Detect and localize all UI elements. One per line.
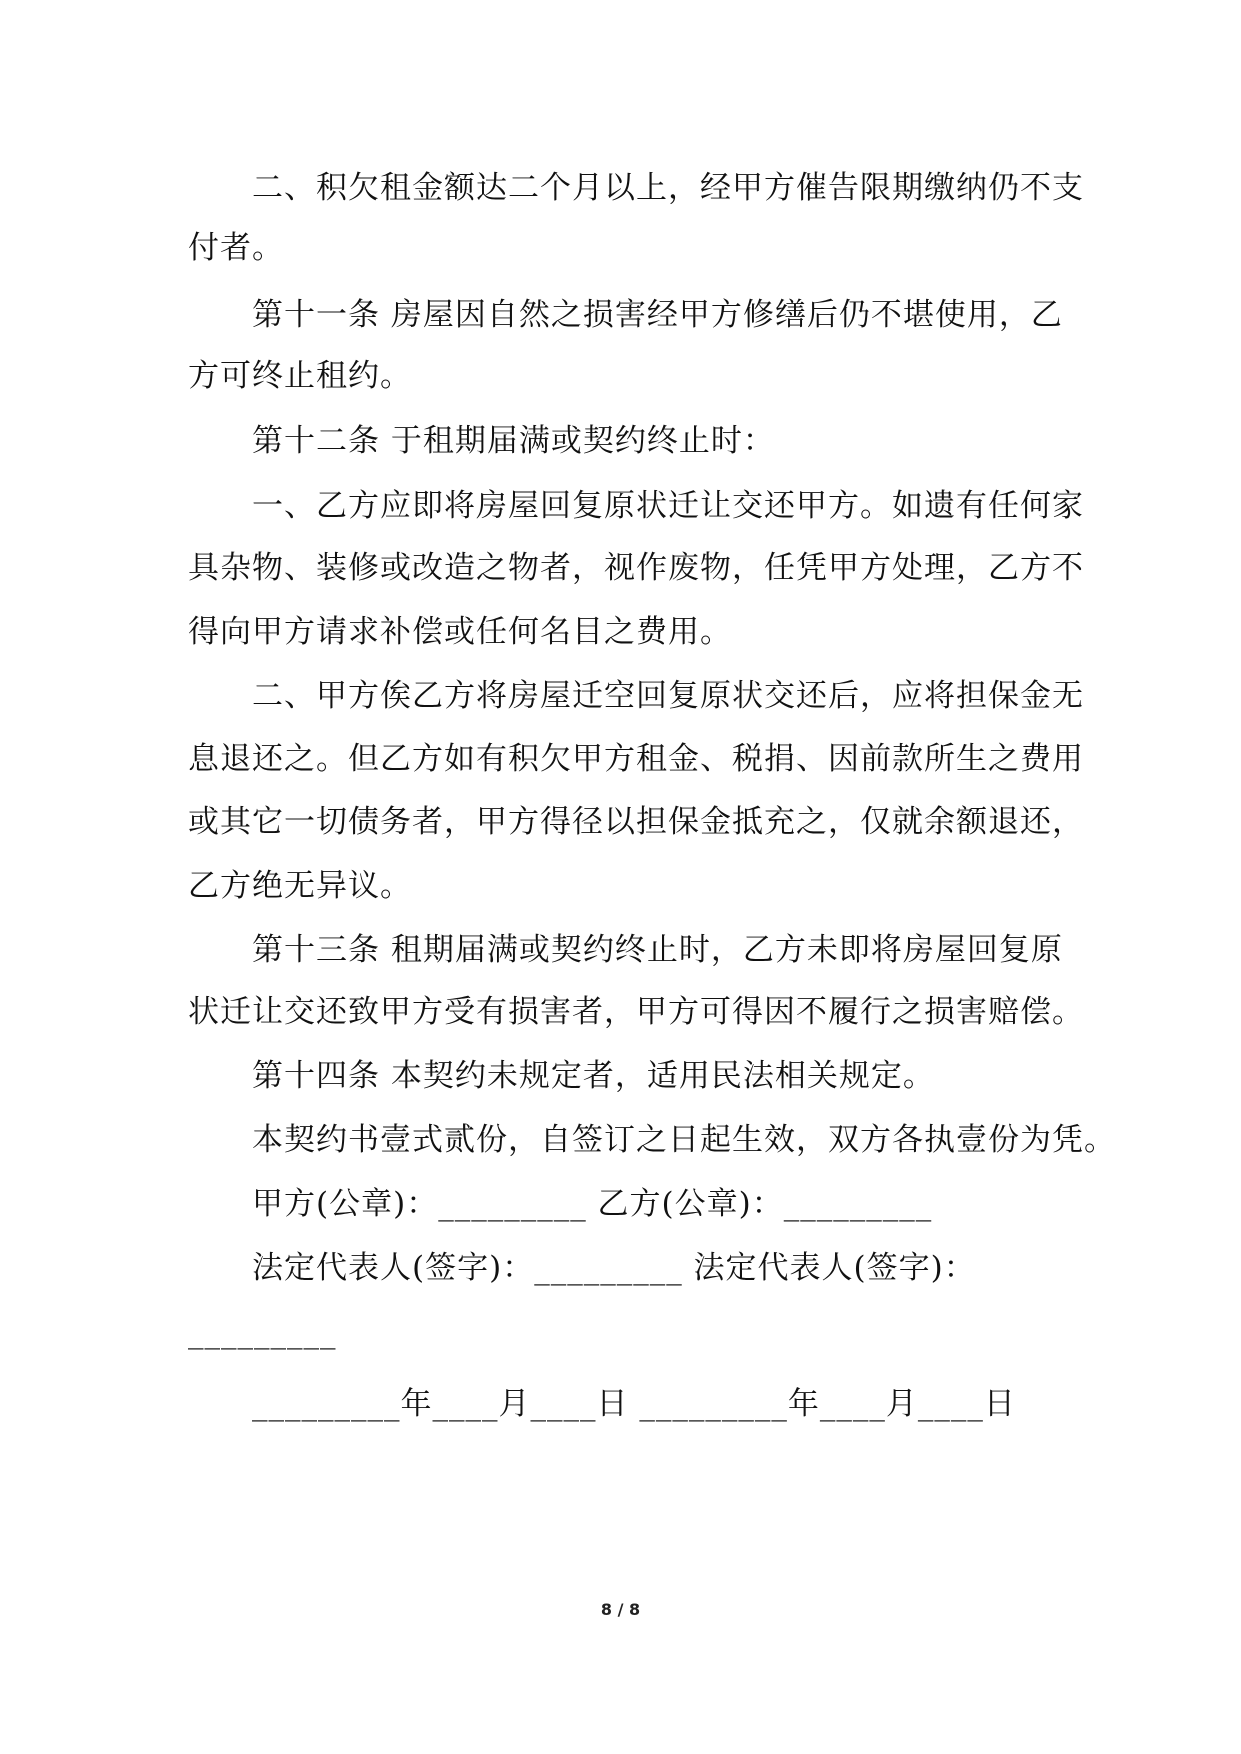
text-line: 第十二条 于租期届满或契约终止时： (252, 423, 775, 459)
text-line: 具杂物、装修或改造之物者，视作废物，任凭甲方处理，乙方不 (188, 550, 1084, 586)
text-line: 二、积欠租金额达二个月以上，经甲方催告限期缴纳仍不支 (252, 170, 1084, 206)
text-line: 息退还之。但乙方如有积欠甲方租金、税捐、因前款所生之费用 (188, 741, 1084, 777)
page-number: 8 / 8 (600, 1600, 641, 1619)
text-line: 或其它一切债务者，甲方得径以担保金抵充之，仅就余额退还， (188, 804, 1084, 840)
text-line: 方可终止租约。 (188, 358, 412, 394)
text-line: 一、乙方应即将房屋回复原状迁让交还甲方。如遗有任何家 (252, 488, 1084, 524)
text-line: 二、甲方俟乙方将房屋迁空回复原状交还后，应将担保金无 (252, 678, 1084, 714)
text-line: 第十四条 本契约未规定者，适用民法相关规定。 (252, 1058, 935, 1094)
text-line: 得向甲方请求补偿或任何名目之费用。 (188, 614, 732, 650)
text-line: 第十三条 租期届满或契约终止时，乙方未即将房屋回复原 (252, 932, 1063, 968)
text-line: 乙方绝无异议。 (188, 868, 412, 904)
signature-line-seal: 甲方(公章)：_________ 乙方(公章)：_________ (252, 1186, 933, 1222)
date-line: _________年____月____日 _________年____月____日 (252, 1386, 1016, 1422)
text-line: 付者。 (188, 230, 284, 266)
text-line: 第十一条 房屋因自然之损害经甲方修缮后仍不堪使用，乙 (252, 297, 1063, 333)
signature-blank: _________ (188, 1314, 337, 1350)
text-line: 本契约书壹式贰份，自签订之日起生效，双方各执壹份为凭。 (252, 1122, 1116, 1158)
signature-line-representative: 法定代表人(签字)：_________ 法定代表人(签字)： (252, 1250, 976, 1286)
text-line: 状迁让交还致甲方受有损害者，甲方可得因不履行之损害赔偿。 (188, 994, 1084, 1030)
